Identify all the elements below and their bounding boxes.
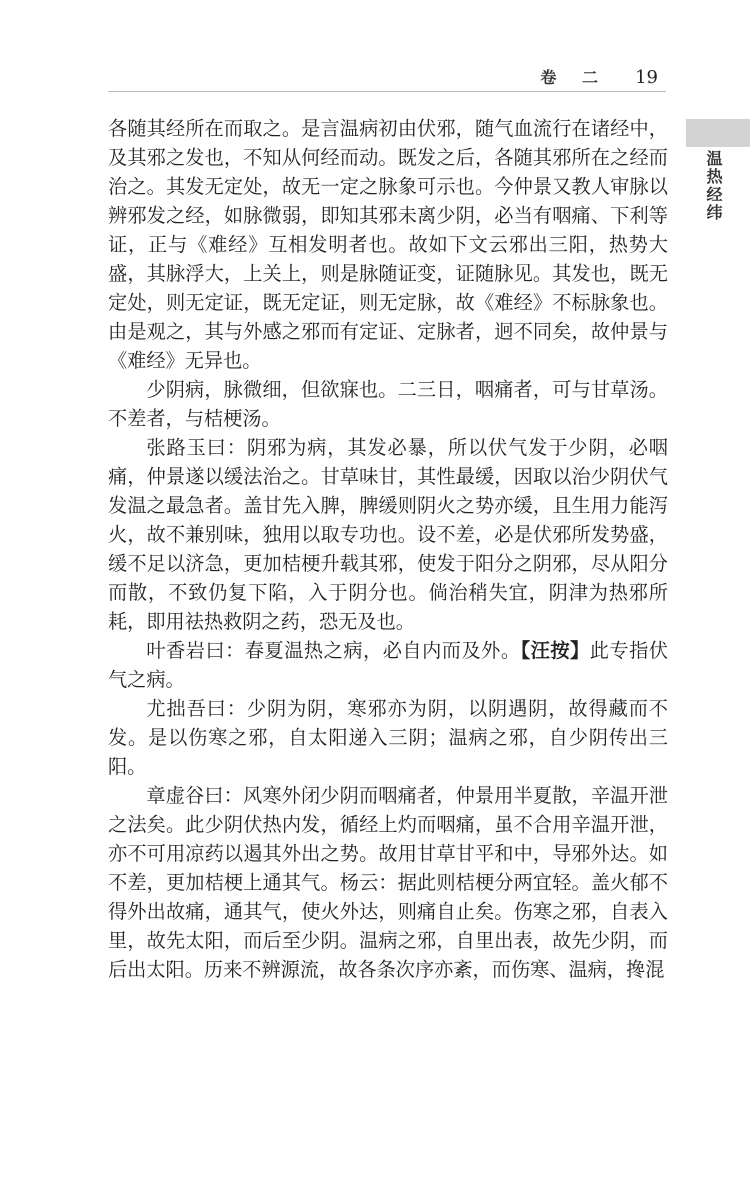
paragraph — [108, 375, 668, 433]
paragraph-text: 张路玉曰：阴邪为病，其发必暴，所以伏气发于少阴，必咽痛，仲景遂以缓法治之。甘草味甘，其性最缓，因取以治少阴伏气发温之最急者。盖甘先入脾，脾缓则阴火之势亦缓，且生用力能泻火，故不兼别味，独用以取专功也。设不差，必是伏邪所发势盛，缓不足以济急，更加桔梗升载其邪，使发于阳分之阴邪，尽从阳分而散，不致仍复下陷，入于阴分也。倘治稍失宜，阴津为热邪所耗，即用祛热救阴之药，恐无及也。 — [108, 436, 668, 633]
paragraph — [108, 114, 668, 375]
paragraph-text: 少阴病，脉微细，但欲寐也。二三日，咽痛者，可与甘草汤。不差者，与桔梗汤。 — [108, 378, 668, 430]
page-number: 19 — [635, 67, 658, 88]
body-text — [108, 114, 668, 984]
paragraph — [108, 636, 668, 694]
running-head: 卷 二 — [540, 68, 608, 87]
paragraph-text: 叶香岩曰：春夏温热之病，必自内而及外。 — [146, 639, 521, 662]
paragraph — [108, 781, 668, 984]
side-book-title: 温热经纬 — [704, 150, 723, 222]
paragraph — [108, 694, 668, 781]
page-header — [0, 66, 750, 90]
editor-note-label: 【汪按】 — [520, 639, 590, 662]
editor-note-text: 此专指伏气之病。 — [108, 639, 669, 691]
paragraph-text: 尤拙吾曰：少阴为阴，寒邪亦为阴，以阴遇阴，故得藏而不发。是以伤寒之邪，自太阳递入三阴；温病之邪，自少阴传出三阳。 — [108, 697, 668, 778]
paragraph-text: 各随其经所在而取之。是言温病初由伏邪，随气血流行在诸经中，及其邪之发也，不知从何经而动。既发之后，各随其邪所在之经而治之。其发无定处，故无一定之脉象可示也。今仲景又教人审脉以辨邪发之经，如脉微弱，即知其邪未离少阴，必当有咽痛、下利等证，正与《难经》互相发明者也。故如下文云邪出三阳，热势大盛，其脉浮大，上关上，则是脉随证变，证随脉见。其发也，既无定处，则无定证，既无定证，则无定脉，故《难经》不标脉象也。由是观之，其与外感之邪而有定证、定脉者，迥不同矣，故仲景与《难经》无异也。 — [108, 117, 668, 372]
side-tab-marker — [686, 119, 750, 147]
paragraph — [108, 433, 668, 636]
paragraph-text: 章虚谷曰：风寒外闭少阴而咽痛者，仲景用半夏散，辛温开泄之法矣。此少阴伏热内发，循经上灼而咽痛，虽不合用辛温开泄，亦不可用凉药以遏其外出之势。故用甘草甘平和中，导邪外达。如不差，更加桔梗上通其气。杨云：据此则桔梗分两宜轻。盖火郁不得外出故痛，通其气，使火外达，则痛自止矣。伤寒之邪，自表入里，故先太阳，而后至少阴。温病之邪，自里出表，故先少阴，而后出太阳。历来不辨源流，故各条次序亦紊，而伤寒、温病，搀混 — [108, 784, 668, 981]
header-rule — [108, 91, 666, 92]
